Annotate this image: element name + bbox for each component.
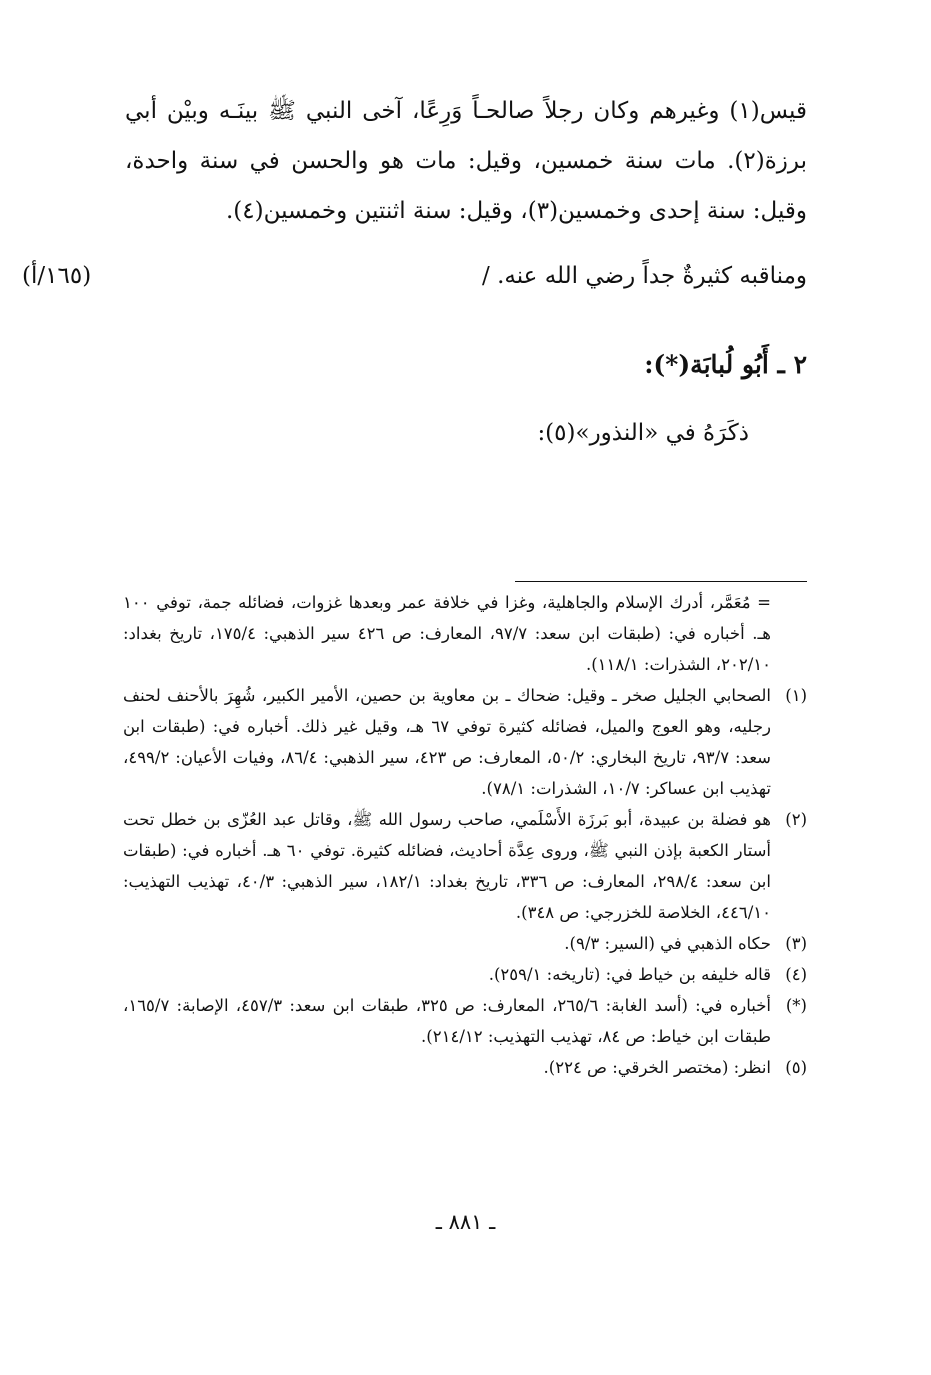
footnote-number: (١) [785, 686, 807, 705]
footnote-text: حكاه الذهبي في (السير: ٩/٣). [564, 934, 771, 953]
footnote-number: (*) [785, 996, 807, 1015]
footnote-separator [515, 581, 807, 582]
footnotes-section [123, 587, 807, 1083]
footnote-5 [123, 1052, 807, 1083]
footnote-text: الصحابي الجليل صخر ـ وقيل: ضحاك ـ بن معاوية بن حصين، الأمير الكبير، شُهِرَ بالأحنف لحنف رجليه، وهو العوج والميل، فضائله كثيرة توفي ٦٧ هـ، وقيل غير ذلك. أخباره في: (طبقات ابن سعد: ٩٣/٧، تاريخ البخاري: ٥٠/٢، المعارف: ص ٤٢٣، سير الذهبي: ٨٦/٤، وفيات الأعيان: ٤٩٩/٢، تهذيب ابن عساكر: ١٠/٧، الشذرات: ٧٨/١). [123, 686, 772, 798]
entry-heading: ٢ ـ أَبُو لُبابَة(*): [644, 350, 807, 379]
footnote-4 [123, 959, 807, 990]
entry-subheading: ذكَرَهُ في «النذور»(٥): [537, 420, 749, 446]
footnote-text: هو فضلة بن عبيدة، أبو بَرزَة الأَسْلَمي، صاحب رسول الله ﷺ، وقاتل عبد العُزّى بن خطل تحت أستار الكعبة بإذن النبي ﷺ، وروى عِدَّة أحاديث، فضائله كثيرة. توفي ٦٠ هـ. أخباره في: (طبقات ابن سعد: ٢٩٨/٤، المعارف: ص ٣٣٦، تاريخ بغداد: ١٨٢/١، سير الذهبي: ٤٠/٣، تهذيب التهذيب: ٤٤٦/١٠، الخلاصة للخزرجي: ص ٣٤٨). [123, 810, 772, 922]
page-number: ـ ٨٨١ ـ [435, 1210, 496, 1234]
footnote-star [123, 990, 807, 1052]
folio-marker: (١٦٥/أ) [22, 263, 92, 289]
footnote-continuation [123, 587, 807, 680]
footnote-number: (٢) [785, 810, 807, 829]
footnote-number: (٤) [785, 965, 807, 984]
footnote-text: أخباره في: (أسد الغابة: ٢٦٥/٦، المعارف: ص ٣٢٥، طبقات ابن سعد: ٤٥٧/٣، الإصابة: ١٦٥/٧، طبقات ابن خياط: ص ٨٤، تهذيب التهذيب: ٢١٤/١٢). [123, 996, 771, 1046]
footnote-text: قاله خليفه بن خياط في: (تاريخه: ٢٥٩/١). [488, 965, 771, 984]
footnote-number: (٣) [785, 934, 807, 953]
folio-line: ومناقبه كثيرةٌ جداً رضي الله عنه. / [482, 263, 807, 289]
main-paragraph: قيس(١) وغيرهم وكان رجلاً صالحـاً وَرِعًا، آخى النبي ﷺ بينَـه وبيْن أبي برزة(٢). مات سنة خمسين، وقيل: مات هو والحسن في سنة واحدة، وقيل: سنة إحدى وخمسين(٣)، وقيل: سنة اثنتين وخمسين(٤). [125, 98, 807, 224]
footnote-3 [123, 928, 807, 959]
footnote-text: = مُعَمَّر، أدرك الإسلام والجاهلية، وغزا في خلافة عمر وبعدها غزوات، فضائله جمة، توفي ١٠٠ هـ. أخباره في: (طبقات ابن سعد: ٩٧/٧، المعارف: ص ٤٢٦ سير الذهبي: ١٧٥/٤، تاريخ بغداد: ٢٠٢/١٠، الشذرات: ١١٨/١). [123, 593, 771, 674]
footnote-2 [123, 804, 807, 928]
footnote-1 [123, 680, 807, 804]
footnote-number: (٥) [785, 1058, 807, 1077]
main-text-block [125, 86, 807, 236]
footnote-text: انظر: (مختصر الخرقي: ص ٢٢٤). [543, 1058, 771, 1077]
